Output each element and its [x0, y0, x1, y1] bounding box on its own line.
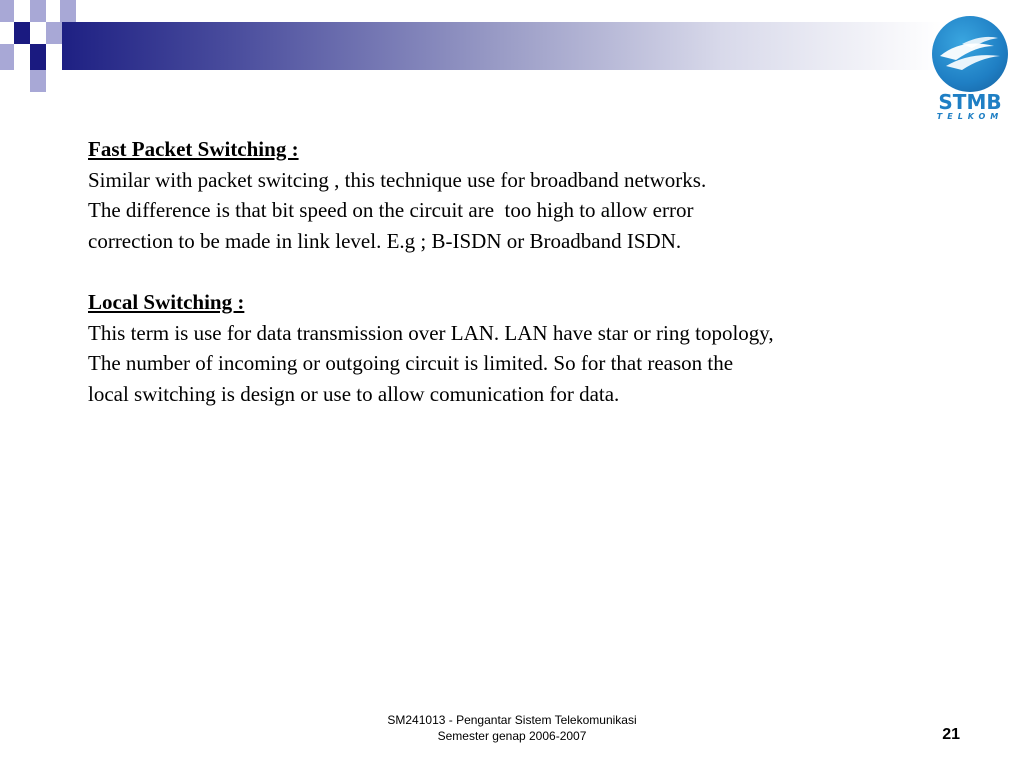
header-gradient-bar: [62, 22, 942, 70]
body-line: local switching is design or use to allow comunication for data.: [88, 381, 620, 406]
logo-name: STMB: [938, 90, 1002, 114]
body-line: This term is use for data transmission over LAN. LAN have star or ring topology,: [88, 320, 774, 345]
slide-footer: [312, 712, 712, 744]
decor-square: [0, 44, 14, 70]
decor-square: [30, 0, 46, 22]
decor-square: [46, 22, 62, 44]
page-number: 21: [942, 726, 960, 743]
decor-square: [14, 22, 30, 44]
decor-square: [30, 44, 46, 70]
spacer: [88, 256, 988, 287]
section-heading: Local Switching :: [88, 289, 245, 314]
slide-content: [88, 134, 988, 409]
footer-course-line: SM241013 - Pengantar Sistem Telekomunikasi: [387, 713, 637, 727]
body-line: Similar with packet switcing , this technique use for broadband networks.: [88, 167, 707, 192]
body-line: The number of incoming or outgoing circuit is limited. So for that reason the: [88, 351, 734, 376]
globe-icon: [932, 16, 1008, 92]
body-line: The difference is that bit speed on the circuit are too high to allow error: [88, 198, 694, 223]
decor-square: [60, 0, 76, 22]
stmb-telkom-logo: [928, 16, 1012, 124]
decor-square: [0, 0, 14, 22]
section-heading: Fast Packet Switching :: [88, 137, 299, 161]
logo-subtitle: TELKOM: [936, 112, 1004, 121]
decor-square: [30, 70, 46, 92]
footer-semester-line: Semester genap 2006-2007: [437, 729, 587, 743]
body-line: correction to be made in link level. E.g ; B-ISDN or Broadband ISDN.: [88, 228, 682, 253]
